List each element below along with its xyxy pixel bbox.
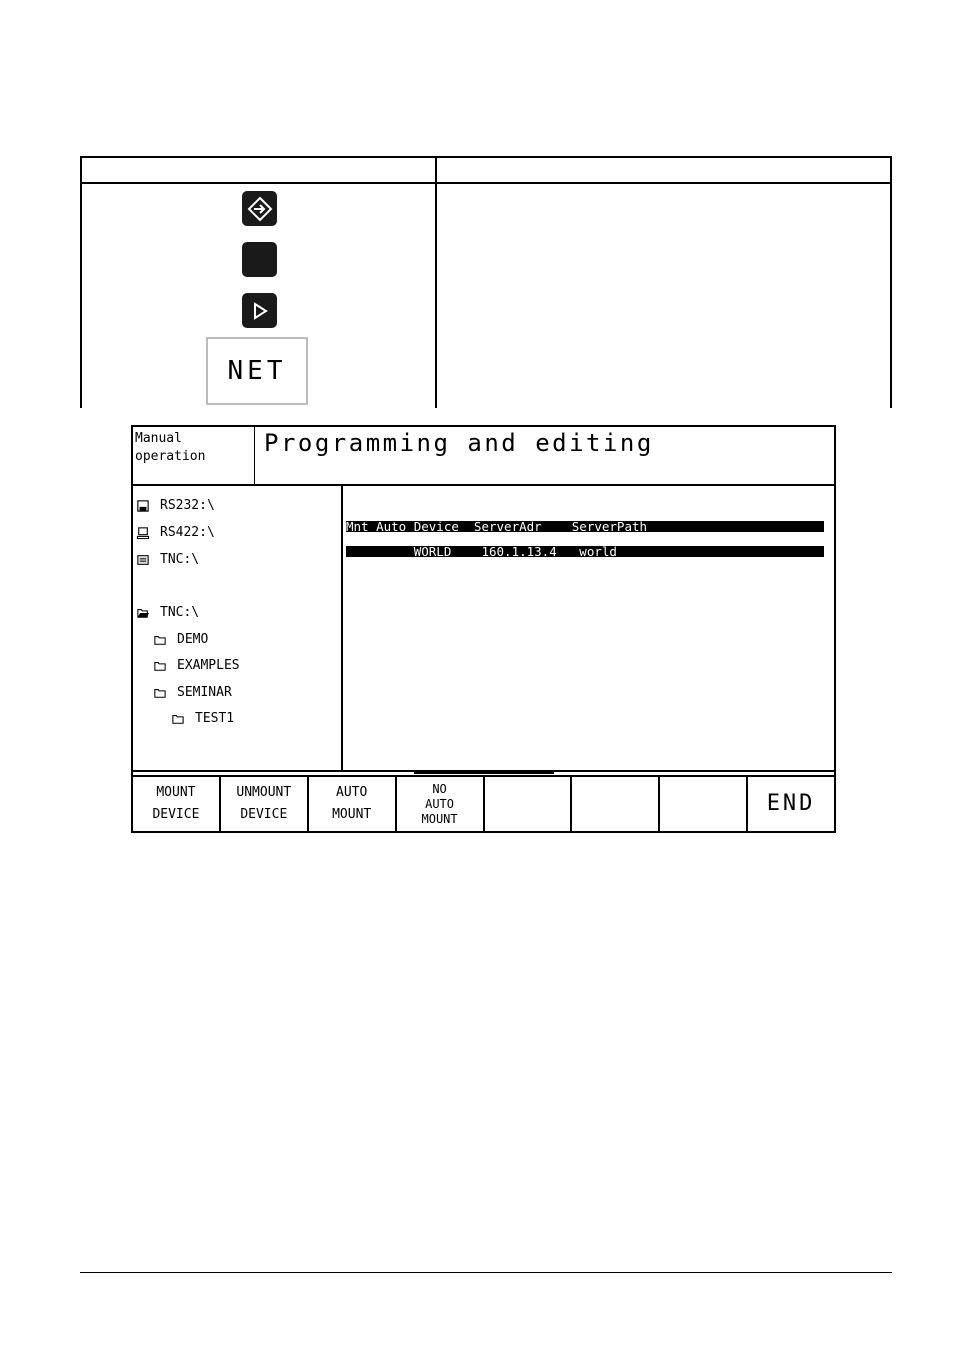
play-arrow-icon[interactable] [242,293,277,328]
mount-table-header: Mnt Auto Device ServerAdr ServerPath [346,521,824,532]
mode-box [133,427,255,485]
tree-item-tnc[interactable] [136,552,199,567]
floppy-icon [136,500,150,512]
tree-item-seminar[interactable] [153,685,232,700]
table-header-divider [80,182,892,184]
empty-softkey-6[interactable] [572,777,660,831]
tree-item-test1[interactable] [171,711,234,726]
tree-label: RS422:\ [160,525,215,540]
mode-label: Manual operation [135,431,206,464]
end-softkey[interactable]: END [766,791,816,816]
tnc-screen [131,425,836,833]
mount-device-softkey[interactable]: MOUNT DEVICE [133,777,221,831]
folder-icon [153,634,167,646]
blank-key-icon[interactable] [242,242,277,277]
net-key[interactable]: NET [206,337,308,405]
folder-icon [171,713,185,725]
tree-label: DEMO [177,632,209,647]
tree-label: EXAMPLES [177,658,240,673]
softkey-level-indicator [414,772,554,774]
pane-divider [341,485,343,771]
screen-title: Programming and editing [264,429,654,457]
tree-label: TEST1 [195,711,235,726]
auto-mount-softkey[interactable]: AUTO MOUNT [309,777,397,831]
table-left-border [80,156,82,408]
tree-label: SEMINAR [177,685,232,700]
empty-softkey-7[interactable] [660,777,748,831]
open-folder-icon [136,607,150,619]
mount-table-row[interactable]: WORLD 160.1.13.4 world [346,546,824,557]
softkey-row [133,777,834,831]
computer-icon [136,527,150,539]
enter-arrow-icon[interactable] [242,191,277,226]
table-column-divider [435,156,437,408]
tree-item-examples[interactable] [153,658,240,673]
unmount-device-softkey[interactable]: UNMOUNT DEVICE [221,777,309,831]
header-divider [133,484,834,486]
footer-rule [80,1272,892,1273]
table-top-border [80,156,892,158]
tree-item-rs232[interactable] [136,498,215,513]
folder-icon [153,660,167,672]
tree-label: RS232:\ [160,498,215,513]
drive-icon [136,554,150,566]
no-auto-mount-softkey[interactable]: NO AUTO MOUNT [397,777,485,831]
tree-label: TNC:\ [160,605,200,620]
empty-softkey-5[interactable] [485,777,573,831]
tree-item-demo[interactable] [153,632,208,647]
tree-item-tnc-open[interactable] [136,605,199,620]
folder-icon [153,687,167,699]
table-right-border [890,156,892,408]
tree-item-rs422[interactable] [136,525,215,540]
tree-label: TNC:\ [160,552,200,567]
